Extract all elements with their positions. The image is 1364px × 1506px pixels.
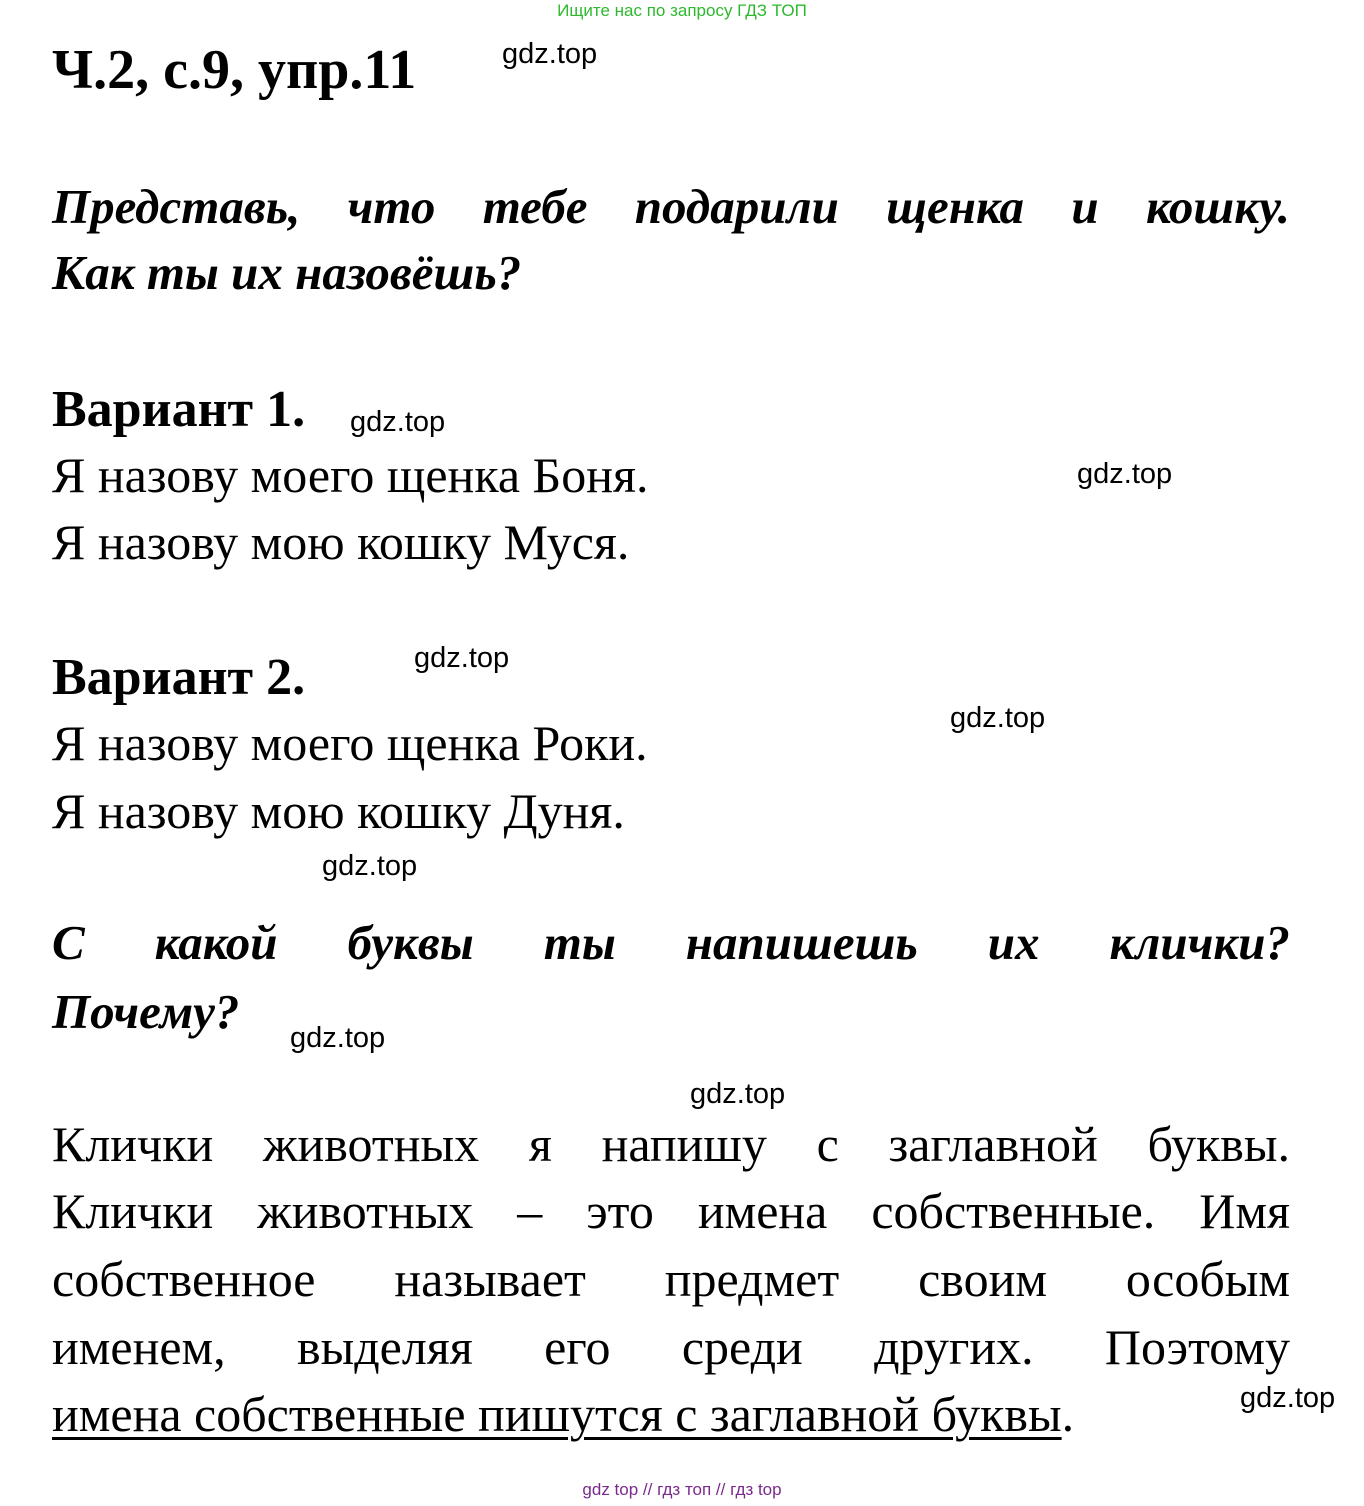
watermark: gdz.top	[1240, 1382, 1336, 1414]
watermark: gdz.top	[350, 406, 446, 438]
answer-line-5	[52, 1385, 1074, 1443]
watermark: gdz.top	[1077, 458, 1173, 490]
variant-1-line-2: Я назову мою кошку Муся.	[52, 514, 630, 570]
answer-line-1: Клички животных я напишу с заглавной буквы.	[52, 1116, 1290, 1172]
question-2-line-2: Почему?	[52, 984, 240, 1039]
page-title: Ч.2, с.9, упр.11	[52, 39, 417, 101]
rule-period: .	[1061, 1386, 1075, 1442]
footer-links[interactable]: gdz top // гдз топ // гдз top	[582, 1480, 782, 1499]
variant-1-heading: Вариант 1.	[52, 381, 306, 438]
answer-line-2: Клички животных – это имена собственные. Имя	[52, 1183, 1290, 1239]
watermark: gdz.top	[502, 38, 598, 70]
top-banner-link[interactable]: Ищите нас по запросу ГДЗ ТОП	[557, 1, 807, 20]
question-1-line-2: Как ты их назовёшь?	[52, 245, 522, 300]
question-2-line-1: С какой буквы ты напишешь их клички?	[52, 915, 1290, 970]
watermark: gdz.top	[414, 642, 510, 674]
variant-1-line-1: Я назову моего щенка Боня.	[52, 447, 649, 503]
watermark: gdz.top	[690, 1078, 786, 1110]
variant-2-heading: Вариант 2.	[52, 649, 306, 706]
watermark: gdz.top	[950, 702, 1046, 734]
variant-2-line-1: Я назову моего щенка Роки.	[52, 715, 648, 771]
watermark: gdz.top	[322, 850, 418, 882]
rule-underlined: имена собственные пишутся с заглавной буквы	[52, 1386, 1062, 1442]
variant-2-line-2: Я назову мою кошку Дуня.	[52, 783, 625, 839]
answer-line-4: именем, выделяя его среди других. Поэтому	[52, 1319, 1290, 1375]
answer-line-3: собственное называет предмет своим особым	[52, 1251, 1290, 1307]
question-1-line-1: Представь, что тебе подарили щенка и кошку.	[52, 179, 1290, 234]
watermark: gdz.top	[290, 1022, 386, 1054]
